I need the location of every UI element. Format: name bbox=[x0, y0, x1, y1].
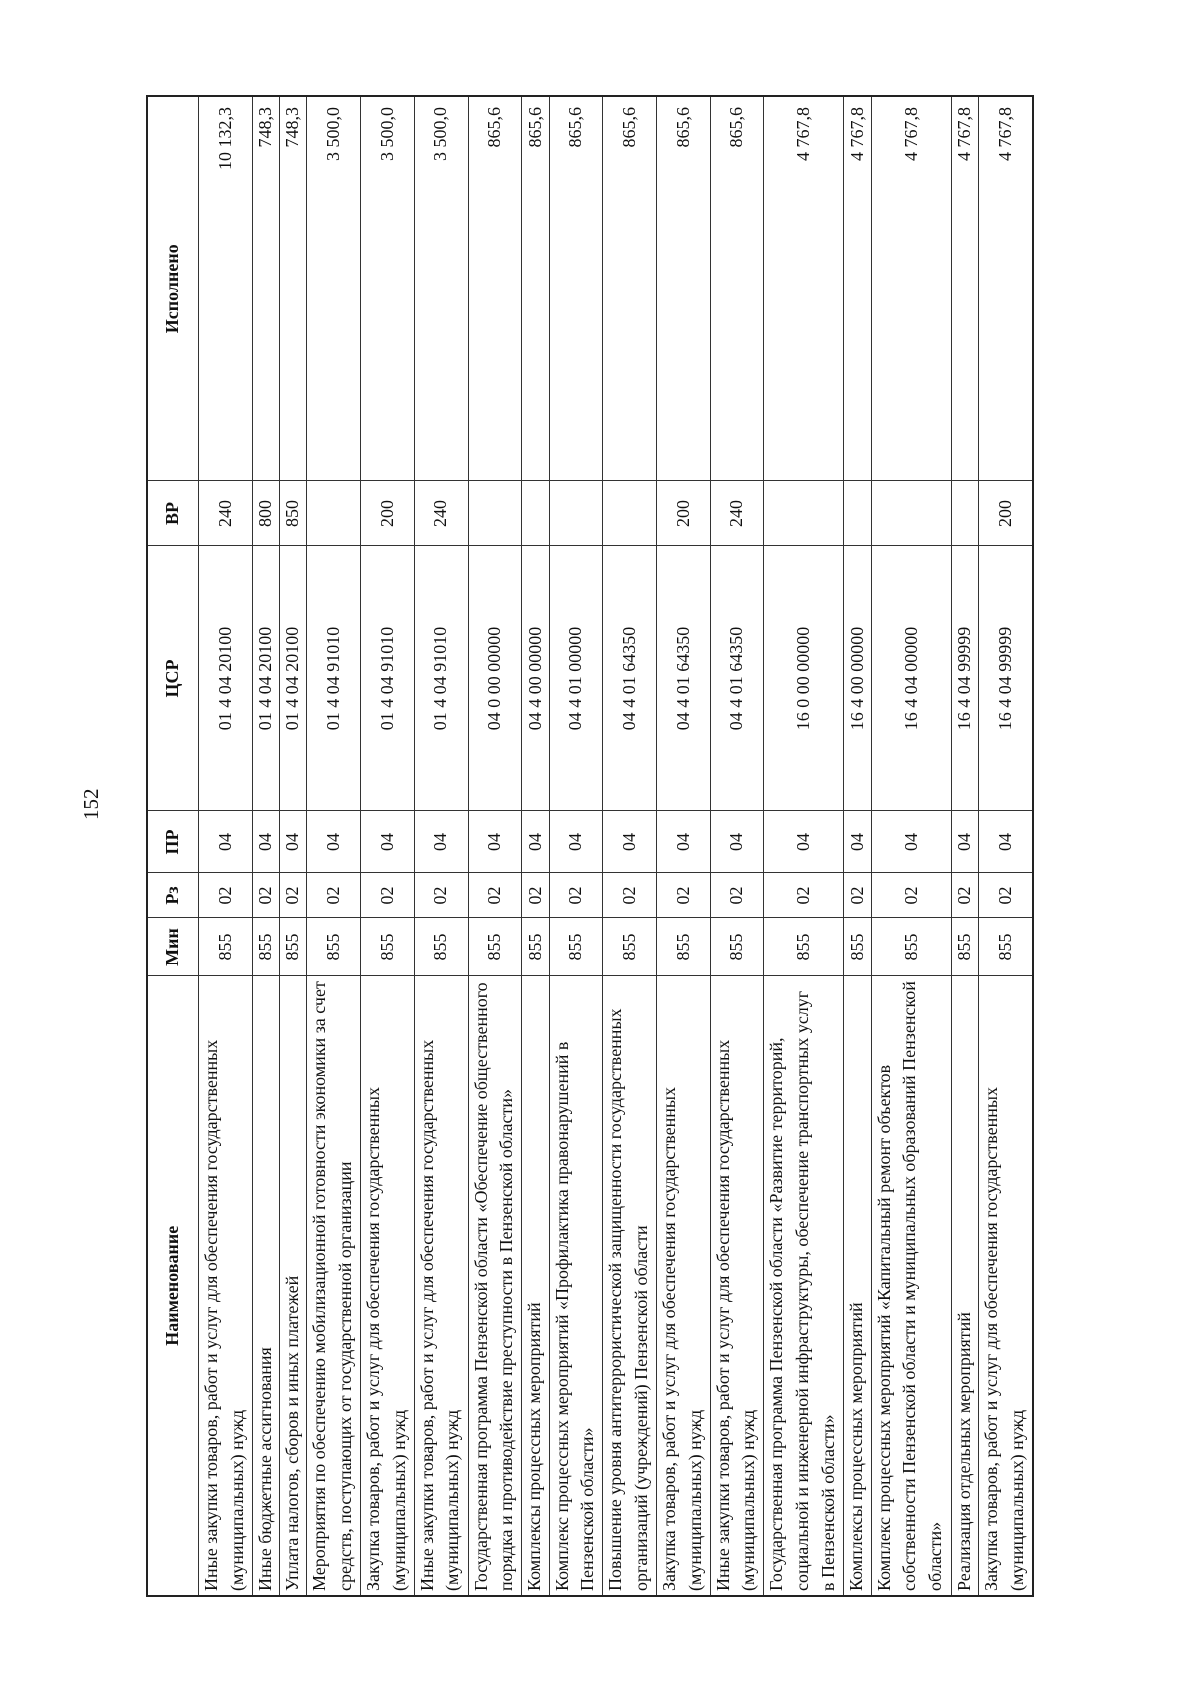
table-row bbox=[603, 96, 657, 1596]
cell-name: Комплекс процессных мероприятий «Капитальный ремонт объектов собственности Пензенской области и муниципальных образований Пензенской области» bbox=[871, 976, 951, 1596]
cell-done: 865,6 bbox=[522, 96, 549, 481]
cell-csr: 01 4 04 20100 bbox=[252, 546, 279, 811]
cell-pr: 04 bbox=[468, 811, 522, 873]
cell-csr: 16 4 04 99999 bbox=[979, 546, 1033, 811]
cell-min: 855 bbox=[252, 918, 279, 976]
table-body bbox=[199, 96, 1034, 1596]
cell-csr: 04 4 01 64350 bbox=[657, 546, 711, 811]
cell-name: Закупка товаров, работ и услуг для обеспечения государственных (муниципальных) нужд bbox=[361, 976, 415, 1596]
header-done: Исполнено bbox=[147, 96, 199, 481]
cell-rz: 02 bbox=[844, 873, 871, 918]
cell-done: 865,6 bbox=[603, 96, 657, 481]
budget-table bbox=[146, 95, 1034, 1597]
cell-csr: 16 4 00 00000 bbox=[844, 546, 871, 811]
cell-rz: 02 bbox=[871, 873, 951, 918]
cell-rz: 02 bbox=[710, 873, 764, 918]
cell-min: 855 bbox=[414, 918, 468, 976]
cell-name: Комплексы процессных мероприятий bbox=[522, 976, 549, 1596]
cell-pr: 04 bbox=[252, 811, 279, 873]
table-row bbox=[764, 96, 844, 1596]
cell-done: 4 767,8 bbox=[951, 96, 978, 481]
table-header-row bbox=[147, 96, 199, 1596]
header-name: Наименование bbox=[147, 976, 199, 1596]
cell-rz: 02 bbox=[414, 873, 468, 918]
cell-min: 855 bbox=[979, 918, 1033, 976]
cell-vr: 240 bbox=[199, 481, 253, 546]
cell-rz: 02 bbox=[468, 873, 522, 918]
table-row bbox=[844, 96, 871, 1596]
cell-csr: 01 4 04 91010 bbox=[307, 546, 361, 811]
table-row bbox=[468, 96, 522, 1596]
cell-vr bbox=[844, 481, 871, 546]
table-row bbox=[280, 96, 307, 1596]
page-number: 152 bbox=[79, 788, 103, 820]
cell-rz: 02 bbox=[522, 873, 549, 918]
cell-min: 855 bbox=[951, 918, 978, 976]
cell-csr: 01 4 04 91010 bbox=[414, 546, 468, 811]
cell-name: Комплекс процессных мероприятий «Профилактика правонарушений в Пензенской области» bbox=[549, 976, 603, 1596]
cell-vr: 200 bbox=[979, 481, 1033, 546]
cell-rz: 02 bbox=[549, 873, 603, 918]
cell-vr bbox=[603, 481, 657, 546]
cell-min: 855 bbox=[871, 918, 951, 976]
cell-rz: 02 bbox=[280, 873, 307, 918]
cell-min: 855 bbox=[844, 918, 871, 976]
cell-vr: 200 bbox=[361, 481, 415, 546]
cell-vr: 240 bbox=[710, 481, 764, 546]
table-row bbox=[549, 96, 603, 1596]
cell-rz: 02 bbox=[764, 873, 844, 918]
cell-name: Уплата налогов, сборов и иных платежей bbox=[280, 976, 307, 1596]
cell-done: 10 132,3 bbox=[199, 96, 253, 481]
cell-name: Закупка товаров, работ и услуг для обеспечения государственных (муниципальных) нужд bbox=[657, 976, 711, 1596]
cell-done: 3 500,0 bbox=[414, 96, 468, 481]
cell-name: Иные закупки товаров, работ и услуг для обеспечения государственных (муниципальных) нужд bbox=[199, 976, 253, 1596]
cell-pr: 04 bbox=[603, 811, 657, 873]
cell-min: 855 bbox=[603, 918, 657, 976]
cell-name: Государственная программа Пензенской области «Обеспечение общественного порядка и противодействие преступности в Пензенской области» bbox=[468, 976, 522, 1596]
cell-vr: 800 bbox=[252, 481, 279, 546]
cell-done: 3 500,0 bbox=[307, 96, 361, 481]
cell-csr: 01 4 04 20100 bbox=[199, 546, 253, 811]
cell-done: 865,6 bbox=[657, 96, 711, 481]
table-row bbox=[951, 96, 978, 1596]
cell-vr bbox=[871, 481, 951, 546]
cell-name: Иные бюджетные ассигнования bbox=[252, 976, 279, 1596]
header-min: Мин bbox=[147, 918, 199, 976]
cell-vr bbox=[307, 481, 361, 546]
table-row bbox=[522, 96, 549, 1596]
cell-done: 865,6 bbox=[468, 96, 522, 481]
table-row bbox=[252, 96, 279, 1596]
cell-name: Реализация отдельных мероприятий bbox=[951, 976, 978, 1596]
cell-pr: 04 bbox=[871, 811, 951, 873]
table-row bbox=[361, 96, 415, 1596]
cell-csr: 01 4 04 20100 bbox=[280, 546, 307, 811]
cell-csr: 16 4 04 00000 bbox=[871, 546, 951, 811]
cell-rz: 02 bbox=[199, 873, 253, 918]
cell-done: 4 767,8 bbox=[979, 96, 1033, 481]
cell-min: 855 bbox=[549, 918, 603, 976]
cell-csr: 01 4 04 91010 bbox=[361, 546, 415, 811]
cell-name: Мероприятия по обеспечению мобилизационной готовности экономики за счет средств, поступающих от государственной организации bbox=[307, 976, 361, 1596]
cell-pr: 04 bbox=[414, 811, 468, 873]
cell-min: 855 bbox=[468, 918, 522, 976]
cell-vr: 200 bbox=[657, 481, 711, 546]
cell-min: 855 bbox=[199, 918, 253, 976]
cell-pr: 04 bbox=[549, 811, 603, 873]
cell-rz: 02 bbox=[603, 873, 657, 918]
cell-name: Иные закупки товаров, работ и услуг для обеспечения государственных (муниципальных) нужд bbox=[414, 976, 468, 1596]
cell-pr: 04 bbox=[280, 811, 307, 873]
cell-pr: 04 bbox=[844, 811, 871, 873]
cell-pr: 04 bbox=[657, 811, 711, 873]
cell-min: 855 bbox=[307, 918, 361, 976]
cell-csr: 04 4 01 64350 bbox=[710, 546, 764, 811]
cell-pr: 04 bbox=[199, 811, 253, 873]
cell-csr: 04 4 01 64350 bbox=[603, 546, 657, 811]
cell-vr bbox=[468, 481, 522, 546]
cell-done: 865,6 bbox=[549, 96, 603, 481]
cell-pr: 04 bbox=[522, 811, 549, 873]
cell-pr: 04 bbox=[307, 811, 361, 873]
cell-name: Закупка товаров, работ и услуг для обеспечения государственных (муниципальных) нужд bbox=[979, 976, 1033, 1596]
cell-csr: 04 4 00 00000 bbox=[522, 546, 549, 811]
table-row bbox=[414, 96, 468, 1596]
cell-min: 855 bbox=[280, 918, 307, 976]
cell-csr: 04 0 00 00000 bbox=[468, 546, 522, 811]
table-row bbox=[199, 96, 253, 1596]
header-csr: ЦСР bbox=[147, 546, 199, 811]
header-vr: ВР bbox=[147, 481, 199, 546]
cell-csr: 16 0 00 00000 bbox=[764, 546, 844, 811]
cell-vr: 850 bbox=[280, 481, 307, 546]
cell-done: 4 767,8 bbox=[871, 96, 951, 481]
cell-name: Повышение уровня антитеррористической защищенности государственных организаций (учреждений) Пензенской области bbox=[603, 976, 657, 1596]
cell-rz: 02 bbox=[361, 873, 415, 918]
cell-rz: 02 bbox=[951, 873, 978, 918]
cell-done: 4 767,8 bbox=[844, 96, 871, 481]
cell-done: 3 500,0 bbox=[361, 96, 415, 481]
cell-done: 748,3 bbox=[252, 96, 279, 481]
cell-vr bbox=[549, 481, 603, 546]
cell-rz: 02 bbox=[252, 873, 279, 918]
cell-pr: 04 bbox=[979, 811, 1033, 873]
cell-csr: 04 4 01 00000 bbox=[549, 546, 603, 811]
cell-pr: 04 bbox=[951, 811, 978, 873]
cell-done: 4 767,8 bbox=[764, 96, 844, 481]
table-row bbox=[871, 96, 951, 1596]
cell-min: 855 bbox=[361, 918, 415, 976]
table-row bbox=[710, 96, 764, 1596]
cell-rz: 02 bbox=[657, 873, 711, 918]
cell-pr: 04 bbox=[710, 811, 764, 873]
cell-csr: 16 4 04 99999 bbox=[951, 546, 978, 811]
cell-vr: 240 bbox=[414, 481, 468, 546]
cell-min: 855 bbox=[657, 918, 711, 976]
cell-done: 865,6 bbox=[710, 96, 764, 481]
cell-vr bbox=[951, 481, 978, 546]
table-row bbox=[657, 96, 711, 1596]
cell-rz: 02 bbox=[307, 873, 361, 918]
header-pr: ПР bbox=[147, 811, 199, 873]
cell-done: 748,3 bbox=[280, 96, 307, 481]
cell-name: Государственная программа Пензенской области «Развитие территорий, социальной и инженерной инфраструктуры, обеспечение транспортных услуг в Пензенской области» bbox=[764, 976, 844, 1596]
cell-min: 855 bbox=[710, 918, 764, 976]
header-rz: Рз bbox=[147, 873, 199, 918]
cell-vr bbox=[522, 481, 549, 546]
cell-pr: 04 bbox=[764, 811, 844, 873]
table-row bbox=[307, 96, 361, 1596]
cell-name: Иные закупки товаров, работ и услуг для обеспечения государственных (муниципальных) нужд bbox=[710, 976, 764, 1596]
cell-vr bbox=[764, 481, 844, 546]
table-row bbox=[979, 96, 1033, 1596]
rotated-table-container bbox=[146, 97, 1034, 1597]
cell-pr: 04 bbox=[361, 811, 415, 873]
cell-min: 855 bbox=[764, 918, 844, 976]
cell-name: Комплексы процессных мероприятий bbox=[844, 976, 871, 1596]
cell-rz: 02 bbox=[979, 873, 1033, 918]
cell-min: 855 bbox=[522, 918, 549, 976]
